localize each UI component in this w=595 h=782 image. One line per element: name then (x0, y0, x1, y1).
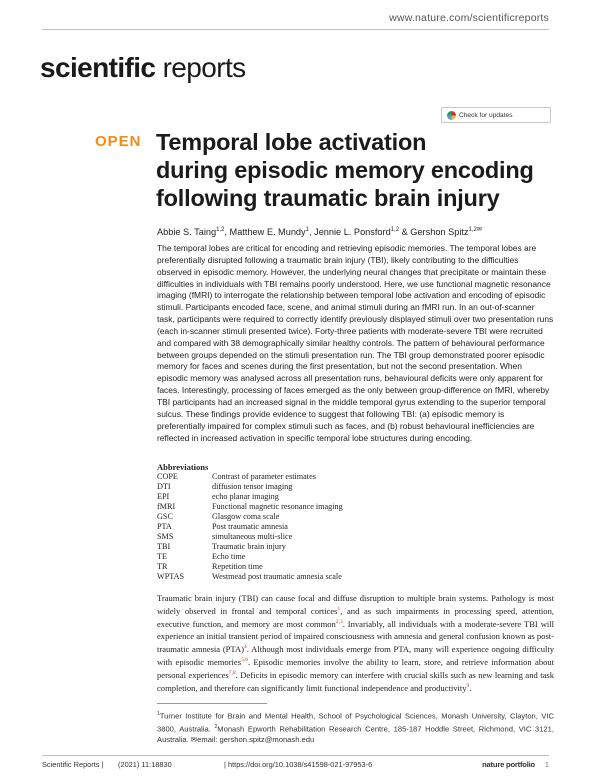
body-text-segment: Traumatic brain injury (TBI) can cause focal and diffuse disruption to multiple brain systems. Pathology is most widely observed in frontal and temporal cortices (157, 593, 554, 617)
citation-link[interactable]: 1 (337, 606, 341, 613)
author-name[interactable]: Gershon Spitz (410, 227, 469, 238)
citation-link[interactable]: 7,8 (228, 670, 236, 677)
abbreviation-term: fMRI (157, 502, 176, 512)
logo-bold-text: scientific (40, 52, 156, 83)
abbreviation-term: COPE (157, 472, 178, 481)
body-text-segment: . (469, 683, 472, 694)
affiliation-marker: 1 (157, 711, 160, 717)
abbreviation-definition: Traumatic brain injury (212, 542, 286, 552)
abbreviation-definition: simultaneous multi-slice (212, 532, 293, 542)
abbreviation-row (157, 502, 343, 512)
footer-journal: Scientific Reports | (42, 760, 104, 769)
abbreviation-row (157, 482, 343, 492)
footer-divider (42, 755, 549, 756)
abbreviation-term: TE (157, 552, 168, 562)
affiliation-2: Monash Epworth Rehabilitation Research Centre, 185-187 Hoddle Street, Richmond, VIC 3121, Australia. (157, 724, 554, 744)
open-access-label: OPEN (95, 133, 142, 150)
abbreviation-row (157, 572, 343, 582)
title-line: following traumatic brain injury (156, 185, 500, 211)
author-affiliation: 1,2 (390, 227, 400, 233)
header-divider (42, 29, 549, 30)
abbreviation-term: PTA (157, 522, 172, 532)
body-text-segment: . Although most individuals emerge from PTA, many will experience ongoing difficulty with episodic memories (157, 643, 554, 667)
author-name[interactable]: Abbie S. Taing (157, 227, 217, 238)
abbreviations-list (157, 472, 343, 583)
article-title (156, 128, 556, 212)
affiliations-footnote (157, 709, 554, 745)
author-name[interactable]: Matthew E. Mundy (229, 227, 306, 238)
crossmark-icon (447, 111, 456, 120)
abbreviation-definition: Functional magnetic resonance imaging (212, 502, 343, 512)
citation-link[interactable]: 2,3 (335, 619, 343, 626)
abbreviation-row (157, 552, 343, 562)
journal-logo[interactable] (40, 52, 246, 84)
body-text-segment: . Deficits in episodic memory can interfere with crucial skills such as new learning and task completion, and therefore can significantly limit functional independence and productivity (157, 670, 554, 694)
abbreviation-row (157, 522, 343, 532)
abstract: The temporal lobes are critical for encoding and retrieving episodic memories. The temporal lobes are preferentially disrupted following a traumatic brain injury (TBI), likely contributing to the difficulties observed in episodic memory. However, the underlying neural changes that precipitate or maintain these difficulties in individuals with TBI remains poorly understood. Here, we use functional magnetic resonance imaging (fMRI) to interrogate the relationship between temporal lobe activation and encoding of episodic stimuli. Participants encoded face, scene, and animal stimuli during an fMRI run. In an out-of-scanner task, participants were required to correctly identify previously displayed stimuli over two presentation runs (each in-scanner stimuli presented twice). Forty-three patients with moderate-severe TBI were recruited and compared with 38 demographically similar healthy controls. The pattern of behavioural performance between groups depended on the stimuli presentation run. The TBI group demonstrated poorer episodic memory for faces and scenes during the first presentation, but not the second presentation. When episodic memory was analysed across all presentation runs, behavioural deficits were only apparent for faces. Interestingly, processing of faces emerged as the only between group-difference on fMRI, whereby TBI participants had an increased signal in the middle temporal gyrus extending to the superior temporal sulcus. These findings provide evidence to suggest that following TBI: (a) episodic memory is preferentially impaired for complex stimuli such as faces, and (b) robust behavioural inefficiencies are reflected in increased activation in specific temporal lobe structures during encoding. (157, 243, 554, 443)
abbreviation-definition: Echo time (212, 552, 246, 562)
author-affiliation: 1 (305, 227, 309, 233)
affiliation-1: Turner Institute for Brain and Mental Health, School of Psychological Sciences, Monash University, Clayton, VIC 3800, Australia. (157, 711, 554, 734)
abbreviation-row (157, 532, 343, 542)
abbreviation-row (157, 512, 343, 522)
abbreviation-row (157, 492, 343, 502)
abbreviation-definition: echo planar imaging (212, 492, 279, 502)
abbreviation-definition: Glasgow coma scale (212, 512, 280, 522)
abbreviation-term: GSC (157, 512, 173, 522)
abbreviation-row (157, 542, 343, 552)
page-footer (42, 758, 549, 772)
author-list: Abbie S. Taing$^{1,2}$, Matthew E. Mundy$^1$, Jennie L. Ponsford$^{1,2}$ & Gershon Spitz$^{1,2✉}$ (157, 227, 482, 238)
corresponding-email[interactable]: email: gershon.spitz@monash.edu (197, 734, 315, 744)
footer-volume: (2021) 11:18830 (118, 760, 172, 769)
abbreviation-definition: Post traumatic amnesia (212, 522, 288, 532)
abbreviation-term: DTI (157, 482, 171, 492)
check-for-updates-button[interactable] (441, 107, 551, 123)
journal-url[interactable]: www.nature.com/scientificreports (389, 12, 549, 24)
citation-link[interactable]: 4 (243, 643, 247, 650)
affiliation-marker: 2 (214, 723, 218, 730)
title-line: Temporal lobe activation (156, 129, 427, 155)
citation-link[interactable]: 5,6 (241, 657, 248, 664)
abbreviation-row (157, 562, 343, 572)
abbreviations-heading: Abbreviations (157, 462, 209, 472)
check-updates-label: Check for updates (459, 111, 513, 119)
citation-link[interactable]: 9 (466, 683, 470, 690)
abbreviation-term: EPI (157, 492, 170, 502)
abbreviation-term: SMS (157, 532, 174, 542)
abbreviation-term: TBI (157, 542, 171, 552)
abbreviation-term: TR (157, 562, 168, 572)
author-affiliation: 1,2 (216, 227, 225, 233)
author-affiliation: 1,2✉ (468, 227, 482, 233)
body-text-segment: . Episodic memories involve the ability to learn, store, and retrieve information about personal experiences (157, 656, 555, 680)
abbreviation-definition: Repetition time (212, 562, 263, 572)
author-name[interactable]: Jennie L. Ponsford (314, 227, 391, 238)
abbreviation-definition: diffusion tensor imaging (212, 482, 293, 492)
introduction-paragraph (157, 593, 554, 694)
body-text-segment: . Invariably, all individuals with a moderate-severe TBI will experience an initial transient period of impaired consciousness with amnesia and general confusion known as post-traumatic amnesia (PTA) (157, 619, 554, 654)
envelope-icon: ✉ (190, 734, 198, 744)
abbreviation-definition: Westmead post traumatic amnesia scale (212, 572, 342, 582)
abbreviation-row (157, 472, 343, 482)
page-number: 1 (544, 760, 549, 769)
footnote-divider (157, 703, 267, 704)
abbreviation-term: WPTAS (157, 572, 185, 582)
abbreviation-definition: Contrast of parameter estimates (212, 472, 316, 481)
title-line: during episodic memory encoding (156, 157, 534, 183)
logo-light-text: reports (162, 52, 246, 83)
body-text-segment: , and as such impairments in processing speed, attention, executive function, and memory are most common (157, 606, 554, 630)
publisher-logo: nature portfolio (482, 760, 535, 769)
footer-doi-link[interactable]: | https://doi.org/10.1038/s41598-021-97953-6 (224, 760, 373, 769)
